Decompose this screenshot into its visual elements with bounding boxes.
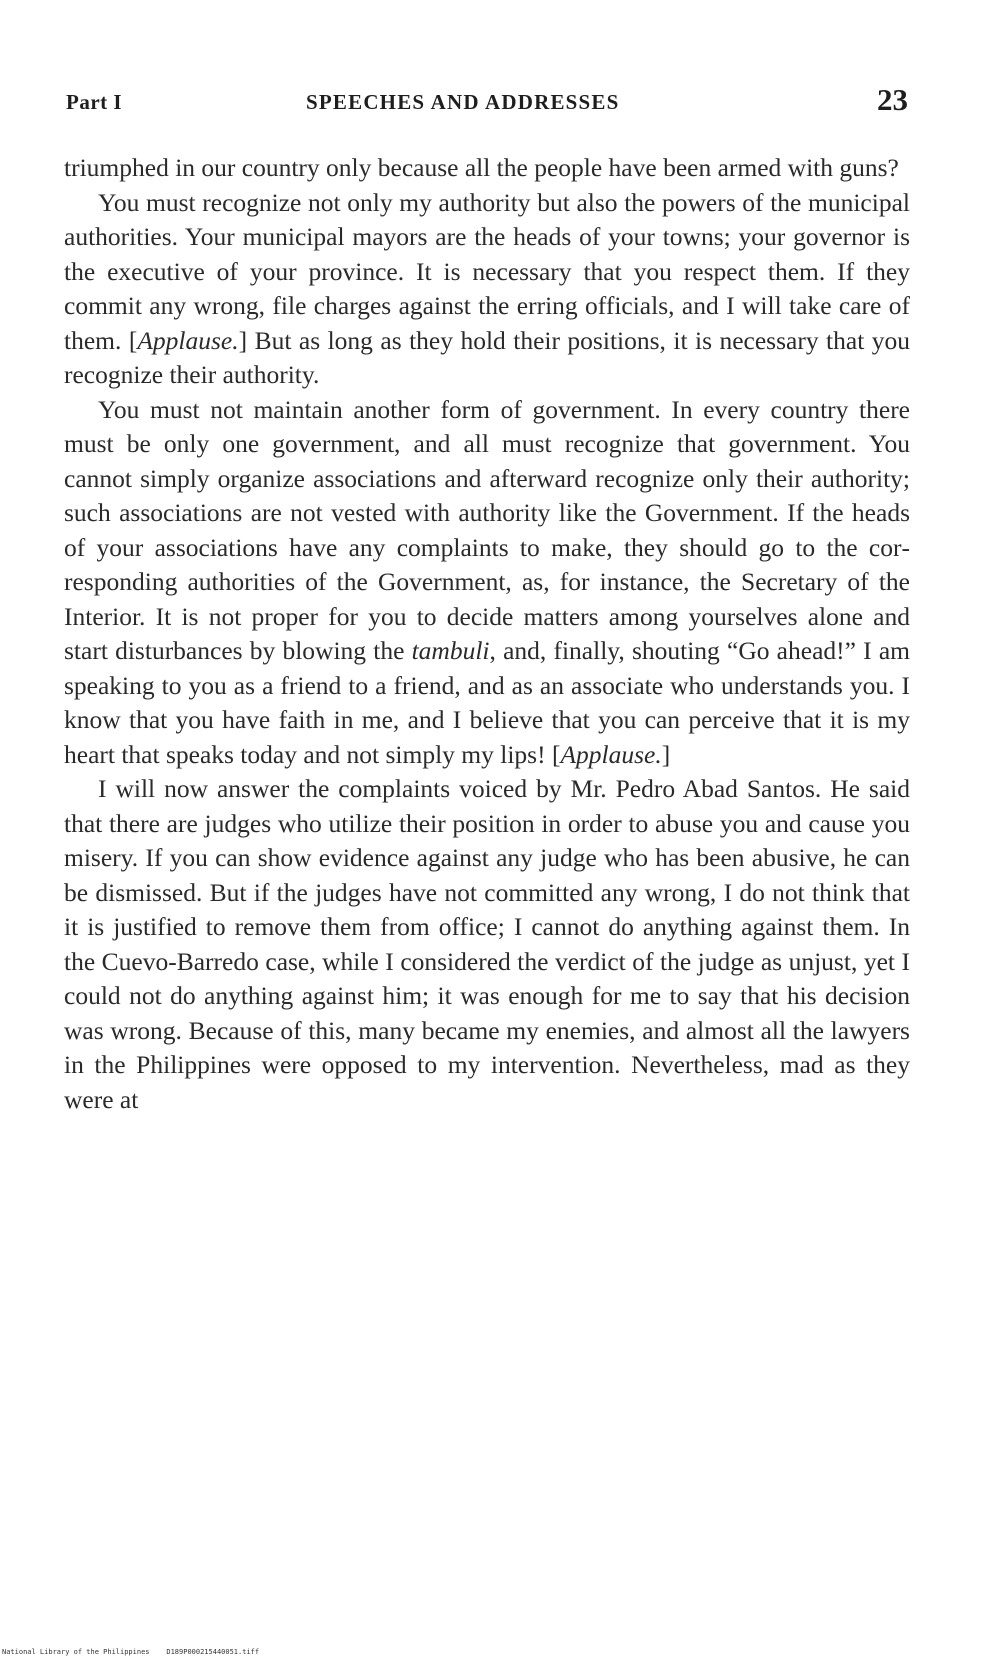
italic-text: Applause. — [137, 325, 239, 355]
text-run: triumphed in our country only because all the people have been armed with guns? — [64, 153, 899, 182]
paragraph — [64, 151, 910, 186]
text-run: ] But as long as they hold their positions, it is necessary that you recognize their authority. — [64, 325, 911, 389]
paragraph — [64, 772, 910, 1117]
footer-library: National Library of the Philippines — [2, 1648, 150, 1656]
footer-filename: D189P000215440051.tiff — [166, 1648, 260, 1656]
italic-text: tambuli — [411, 636, 490, 665]
text-run: I will now answer the complaints voiced by Mr. Pedro Abad Santos. He said that there are judges who utilize their position in order to abuse you and cause you misery. If you can show evidence against any judge who has been abusive, he can be dismissed. But if the judges have not committed any wrong, I do not think that it is justified to remove them from office; I cannot do anything against them. In the Cuevo-Barredo case, while I considered the verdict of the judge as unjust, yet I could not do anything against him; it was enough for me to say that his decision was wrong. Because of this, many became my enemies, and almost all the lawyers in the Philippines were opposed to my intervention. Nevertheless, mad as they were at — [64, 774, 910, 1114]
text-run: , and, finally, shouting “Go ahead!” I am speaking to you as a friend to a friend, and as an associate who understands you. I know that you have faith in me, and I believe that you can perceive that it is my heart that speaks today and not simply my lips! [ — [64, 636, 910, 769]
scan-footer — [2, 1648, 259, 1656]
section-title: SPEECHES AND ADDRESSES — [306, 90, 620, 114]
paragraph — [64, 393, 910, 773]
text-run: You must not maintain another form of government. In every country there must be only one government, and all must recognize that government. You cannot simply organize associations and afterward recognize only their authority; such associations are not vested with authority like the Government. If the heads of your associations have any complaints to make, they should go to the corresponding authorities of the Government, as, for instance, the Secretary of the Interior. It is not proper for you to decide matters among yourselves alone and start disturbances by blowing the — [64, 394, 910, 665]
text-run: ] — [661, 739, 671, 769]
italic-text: Applause. — [560, 739, 662, 769]
part-label: Part I — [66, 90, 123, 114]
paragraph — [64, 186, 910, 393]
running-head — [66, 82, 908, 122]
page-number: 23 — [877, 82, 908, 117]
text-run: You must recognize not only my authority but also the powers of the municipal authorities. Your municipal mayors are the heads of your towns; your governor is the executive of your province. It is necessary that you respect them. If they commit any wrong, file charges against the erring officials, and I will take care of them. [ — [64, 187, 910, 355]
body-text — [64, 151, 910, 1117]
